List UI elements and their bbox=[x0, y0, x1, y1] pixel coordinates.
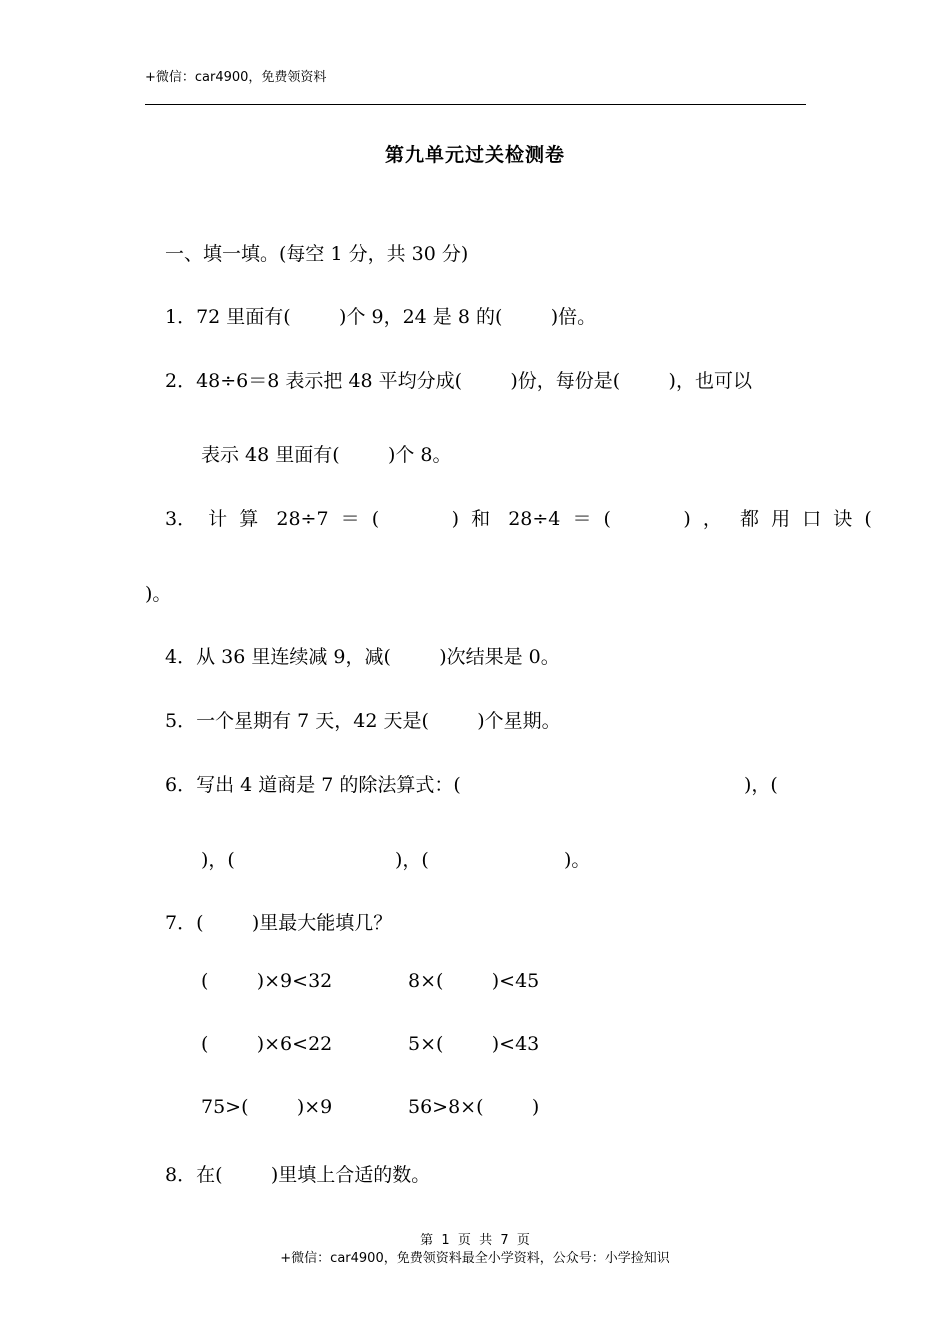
question-8: 8．在( )里填上合适的数。 bbox=[165, 1164, 431, 1186]
question-1: 1．72 里面有( )个 9，24 是 8 的( )倍。 bbox=[165, 306, 597, 328]
q7-row-1-left: ( )×9<32 bbox=[201, 970, 333, 992]
question-5: 5．一个星期有 7 天，42 天是( )个星期。 bbox=[165, 710, 561, 732]
question-3-line-1: 3． 计 算 28÷7 ＝ ( ) 和 28÷4 ＝ ( ) ， 都 用 口 诀 ( bbox=[165, 508, 872, 530]
question-2-line-1: 2．48÷6＝8 表示把 48 平均分成( )份，每份是( )，也可以 bbox=[165, 370, 752, 392]
page-title: 第九单元过关检测卷 bbox=[384, 144, 565, 166]
question-7: 7．( )里最大能填几？ bbox=[165, 912, 393, 934]
question-6-line-2-c: )。 bbox=[564, 849, 591, 871]
question-6-line-1-end: )，( bbox=[744, 774, 778, 796]
question-3-line-2: )。 bbox=[145, 583, 172, 605]
q7-row-3-right: 56>8×( ) bbox=[408, 1096, 540, 1118]
q7-row-3-left: 75>( )×9 bbox=[201, 1096, 333, 1118]
header-note: +微信：car4900，免费领资料 bbox=[145, 70, 327, 85]
q7-row-2-left: ( )×6<22 bbox=[201, 1033, 333, 1055]
q7-row-2-right: 5×( )<43 bbox=[408, 1033, 540, 1055]
question-6-line-2-b: )，( bbox=[395, 849, 429, 871]
question-4: 4．从 36 里连续减 9，减( )次结果是 0。 bbox=[165, 646, 560, 668]
question-6-line-1-start: 6．写出 4 道商是 7 的除法算式：( bbox=[165, 774, 461, 796]
header-divider bbox=[145, 104, 806, 105]
question-2-line-2: 表示 48 里面有( )个 8。 bbox=[201, 444, 452, 466]
page-number: 第 1 页 共 7 页 bbox=[420, 1233, 530, 1248]
section-heading: 一、填一填。(每空 1 分，共 30 分) bbox=[165, 243, 469, 265]
question-6-line-2-a: )，( bbox=[201, 849, 235, 871]
q7-row-1-right: 8×( )<45 bbox=[408, 970, 540, 992]
footer-note: +微信：car4900，免费领资料最全小学资料，公众号：小学捡知识 bbox=[280, 1251, 670, 1266]
